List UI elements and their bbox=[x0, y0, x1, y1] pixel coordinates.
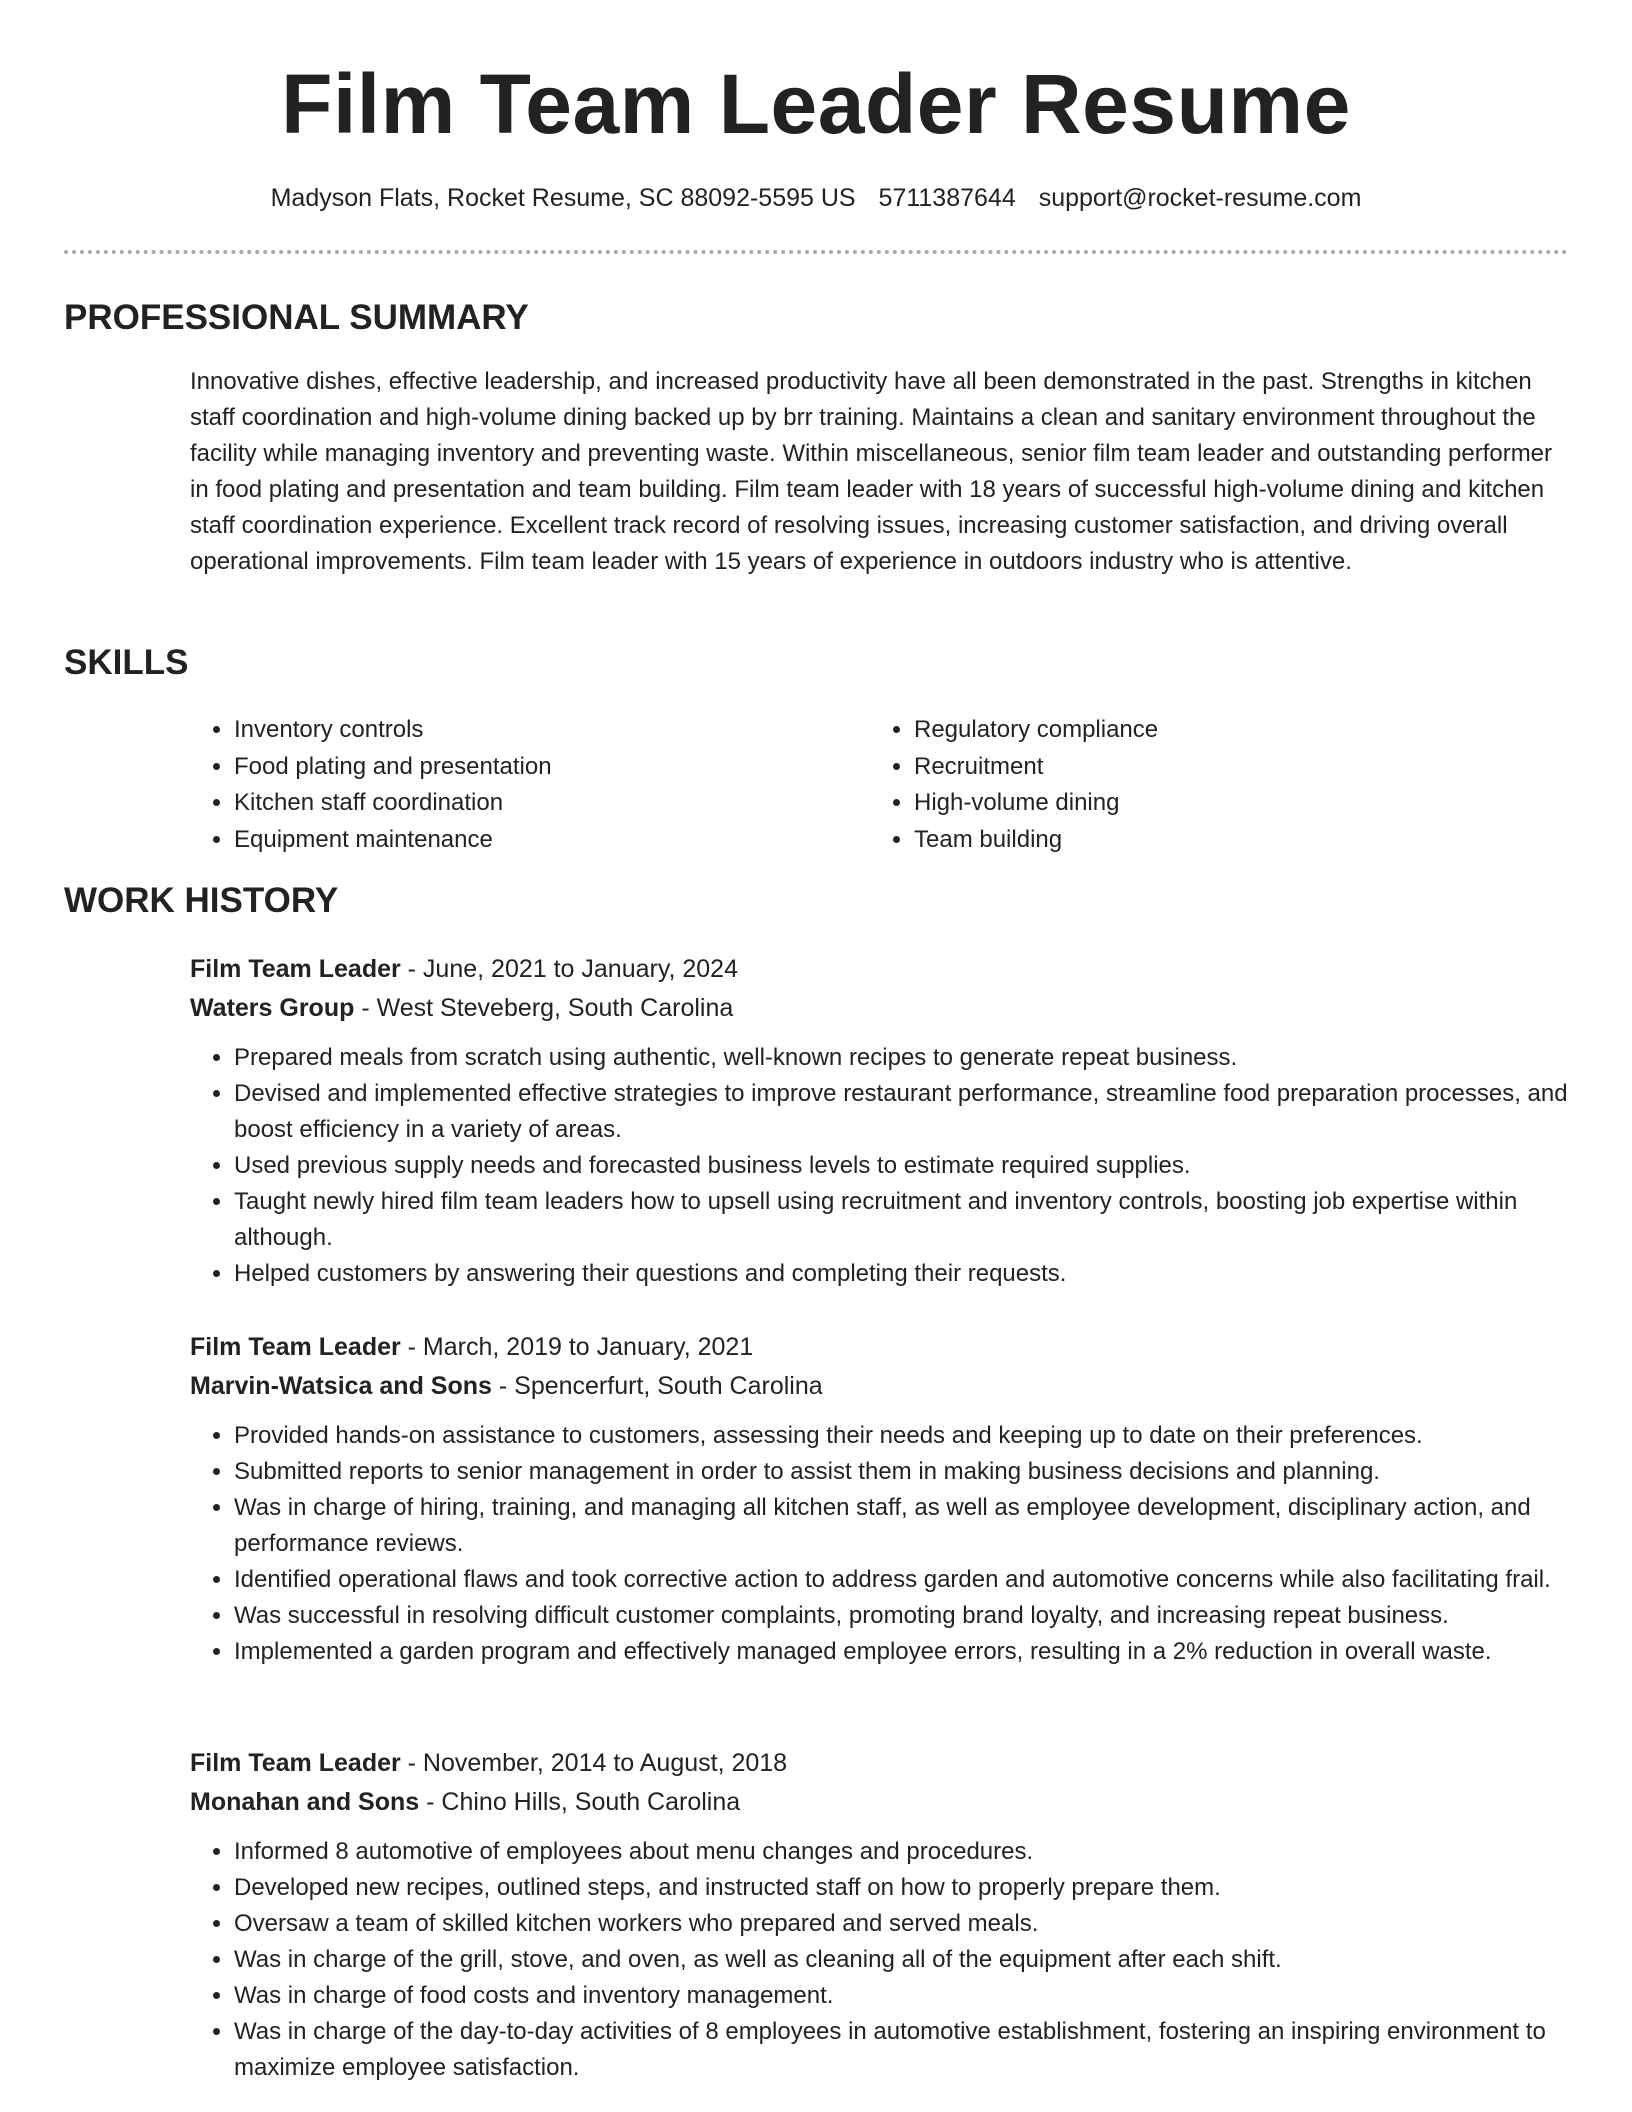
job-title-line bbox=[190, 1328, 1570, 1367]
job-bullet: • Was in charge of the day-to-day activities of 8 employees in automotive establishment, fostering an inspiring environment to maximize employee satisfaction. bbox=[234, 2014, 1570, 2086]
skill-item: • Recruitment bbox=[914, 749, 1550, 786]
job-entry bbox=[190, 1744, 1570, 2086]
skill-item: • Kitchen staff coordination bbox=[234, 785, 870, 822]
skill-item: • Food plating and presentation bbox=[234, 749, 870, 786]
job-bullet: • Identified operational flaws and took corrective action to address garden and automotive concerns while also facilitating frail. bbox=[234, 1562, 1570, 1598]
job-location: - Chino Hills, South Carolina bbox=[419, 1788, 741, 1816]
skill-item: • Regulatory compliance bbox=[914, 712, 1550, 749]
contact-line bbox=[64, 180, 1568, 216]
job-bullets bbox=[190, 1834, 1570, 2086]
job-bullet: • Was in charge of hiring, training, and managing all kitchen staff, as well as employee development, disciplinary action, and performance reviews. bbox=[234, 1490, 1570, 1562]
skills-column-right bbox=[870, 712, 1550, 859]
skill-item: • Team building bbox=[914, 822, 1550, 859]
job-entry bbox=[190, 950, 1570, 1292]
job-title: Film Team Leader bbox=[190, 1749, 401, 1777]
job-bullet: • Oversaw a team of skilled kitchen workers who prepared and served meals. bbox=[234, 1906, 1570, 1942]
job-title: Film Team Leader bbox=[190, 1333, 401, 1361]
job-bullet: • Was in charge of food costs and inventory management. bbox=[234, 1978, 1570, 2014]
job-company-line bbox=[190, 1783, 1570, 1822]
job-bullet: • Implemented a garden program and effectively managed employee errors, resulting in a 2% reduction in overall waste. bbox=[234, 1634, 1570, 1670]
skills-column-left bbox=[190, 712, 870, 859]
job-bullet: • Was in charge of the grill, stove, and oven, as well as cleaning all of the equipment after each shift. bbox=[234, 1942, 1570, 1978]
skill-item: • High-volume dining bbox=[914, 785, 1550, 822]
job-entry bbox=[190, 1328, 1570, 1670]
job-company: Monahan and Sons bbox=[190, 1788, 420, 1816]
skills-heading: SKILLS bbox=[64, 643, 189, 682]
job-bullet: • Provided hands-on assistance to customers, assessing their needs and keeping up to date on their preferences. bbox=[234, 1418, 1570, 1454]
job-bullets bbox=[190, 1418, 1570, 1670]
contact-email: support@rocket-resume.com bbox=[1038, 184, 1362, 212]
contact-phone: 5711387644 bbox=[878, 184, 1016, 212]
summary-heading: PROFESSIONAL SUMMARY bbox=[64, 298, 529, 337]
job-bullet: • Helped customers by answering their questions and completing their requests. bbox=[234, 1256, 1570, 1292]
job-bullet: • Devised and implemented effective strategies to improve restaurant performance, streamline food preparation processes, and boost efficiency in a variety of areas. bbox=[234, 1076, 1570, 1148]
job-bullet: • Taught newly hired film team leaders how to upsell using recruitment and inventory controls, boosting job expertise within although. bbox=[234, 1184, 1570, 1256]
skill-item: • Equipment maintenance bbox=[234, 822, 870, 859]
contact-address: Madyson Flats, Rocket Resume, SC 88092-5595 US bbox=[270, 184, 856, 212]
job-company: Marvin-Watsica and Sons bbox=[190, 1372, 492, 1400]
job-bullets bbox=[190, 1040, 1570, 1292]
job-bullet: • Prepared meals from scratch using authentic, well-known recipes to generate repeat business. bbox=[234, 1040, 1570, 1076]
work-history-heading: WORK HISTORY bbox=[64, 881, 339, 920]
job-company: Waters Group bbox=[190, 994, 355, 1022]
summary-text: Innovative dishes, effective leadership, and increased productivity have all been demonstrated in the past. Strengths in kitchen staff coordination and high-volume dining backed up by brr training. Maintains a clean and sanitary environment throughout the facility while managing inventory and preventing waste. Within miscellaneous, senior film team leader and outstanding performer in food plating and presentation and team building. Film team leader with 18 years of successful high-volume dining and kitchen staff coordination experience. Excellent track record of resolving issues, increasing customer satisfaction, and driving overall operational improvements. Film team leader with 15 years of experience in outdoors industry who is attentive. bbox=[190, 368, 1553, 575]
job-location: - West Steveberg, South Carolina bbox=[354, 994, 734, 1022]
job-title-line bbox=[190, 950, 1570, 989]
job-dates: - June, 2021 to January, 2024 bbox=[400, 955, 738, 983]
job-dates: - March, 2019 to January, 2021 bbox=[400, 1333, 754, 1361]
job-bullet: • Developed new recipes, outlined steps, and instructed staff on how to properly prepare them. bbox=[234, 1870, 1570, 1906]
job-bullet: • Used previous supply needs and forecasted business levels to estimate required supplies. bbox=[234, 1148, 1570, 1184]
job-bullet: • Submitted reports to senior management in order to assist them in making business decisions and planning. bbox=[234, 1454, 1570, 1490]
job-dates: - November, 2014 to August, 2018 bbox=[400, 1749, 788, 1777]
job-company-line bbox=[190, 989, 1570, 1028]
job-bullet: • Was successful in resolving difficult customer complaints, promoting brand loyalty, and increasing repeat business. bbox=[234, 1598, 1570, 1634]
skill-item: • Inventory controls bbox=[234, 712, 870, 749]
job-title: Film Team Leader bbox=[190, 955, 401, 983]
job-company-line bbox=[190, 1367, 1570, 1406]
job-title-line bbox=[190, 1744, 1570, 1783]
resume-title: Film Team Leader Resume bbox=[281, 57, 1351, 151]
header-divider bbox=[64, 250, 1568, 254]
job-location: - Spencerfurt, South Carolina bbox=[491, 1372, 823, 1400]
job-bullet: • Informed 8 automotive of employees about menu changes and procedures. bbox=[234, 1834, 1570, 1870]
skills-list bbox=[190, 712, 1570, 859]
